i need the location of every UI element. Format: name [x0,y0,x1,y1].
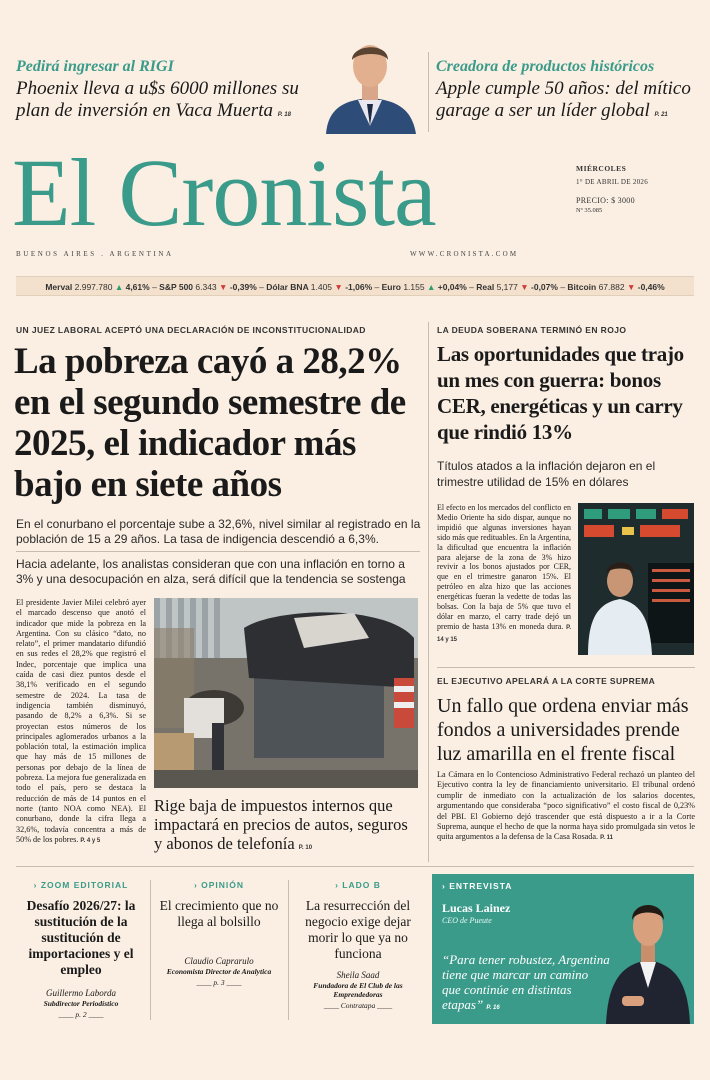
teaser-portrait [318,34,422,134]
ticker-change: -0,07% [528,282,558,292]
photo-story-page: P. 10 [298,845,313,851]
ticker-name: Euro [381,282,404,292]
opinion-3-page: Contratapa [340,1001,376,1010]
ticker-value: 5,177 [496,282,521,292]
arrow-down-icon: ▼ [626,282,636,292]
ticker-change: +0,04% [435,282,467,292]
interview-page: P. 16 [486,1005,500,1011]
opinion-column-1[interactable]: › ZOOM EDITORIAL Desafío 2026/27: la sustitución de la sustitución de importaciones y el empleo Guillermo Laborda Subdirector Periodístico ____ p. 2 ____ [16,880,146,1019]
opinion-column-3[interactable]: › LADO B La resurrección del negocio exige dejar morir lo que ya no funciona Sheila Saad Fundadora de El Club de las Emprendedoras ____ Contratapa ____ [294,880,422,1010]
opinion-2-title: El crecimiento que no llega al bolsillo [159,898,279,929]
arrow-up-icon: ▲ [114,282,124,292]
arrow-up-icon: ▲ [426,282,436,292]
main-deck-1: En el conurbano el porcentaje sube a 32,6%, nivel similar al registrado en la población de 15 a 29 años. La tasa de indigencia descendió a 6,3%. [16,517,421,546]
ticker-item [266,282,372,292]
ticker-value: 67.882 [598,282,627,292]
arrow-down-icon: ▼ [219,282,228,292]
teaser-right-title: Apple cumple 50 años: del mítico garage a ser un líder global [436,78,691,121]
opinion-1-author: Guillermo Laborda [46,988,116,998]
teaser-right[interactable] [436,58,696,126]
poverty-photo [154,598,418,788]
ticker-item [476,282,558,292]
opinion-2-tag: OPINIÓN [201,880,245,890]
main-body-page: P. 4 y 5 [80,837,101,844]
debt-body-page: P. 14 y 15 [437,624,571,643]
masthead-website[interactable]: WWW.CRONISTA.COM [410,250,519,258]
trader-photo [578,503,694,655]
masthead-meta [576,164,696,214]
ticker-item [159,282,257,292]
ticker-name: Dólar BNA [266,282,311,292]
opinion-3-role: Fundadora de El Club de las Emprendedoras [313,981,403,999]
main-kicker: UN JUEZ LABORAL ACEPTÓ UNA DECLARACIÓN DE INCONSTITUCIONALIDAD [16,325,366,335]
interview-role: CEO de Pueute [442,916,492,925]
arrow-down-icon: ▼ [520,282,529,292]
teaser-left-page: P. 18 [277,112,291,118]
ticker-change: -0,46% [635,282,665,292]
ticker-change: 4,61% [123,282,150,292]
opinion-3-title: La resurrección del negocio exige dejar morir lo que ya no funciona [305,898,411,961]
ticker-value: 2.997.780 [74,282,115,292]
court-body-page: P. 11 [600,835,613,842]
masthead-title: El Cronista [12,139,436,246]
ticker-change: -1,06% [342,282,373,292]
ticker-change: -0,39% [227,282,257,292]
teaser-left-kicker: Pedirá ingresar al RIGI [16,58,174,75]
interview-portrait [602,878,694,1024]
opinion-2-role: Economista Director de Analytica [166,967,272,976]
debt-body-text: El efecto en los mercados del conflicto en Medio Oriente ha sido dispar, aunque no impidió que algunas inversiones hayan sido más que redituables. En la Argentina, la dificultad que encuentra la inflación para alejarse de la zona de 3% hizo revivir a los bonos ajustados por CER, que en el trimestre ganaron 15%. El petróleo en alza hizo que las acciones energéticas fueran la vedette de todas las bolsas. Con la baja de 5% que tuvo el dólar en marzo, el carry trade dejó un premio de hasta 13% en moneda dura. [437,503,571,631]
court-body [437,770,695,844]
teaser-left-title: Phoenix lleva a u$s 6000 millones su plan de inversión en Vaca Muerta [16,78,299,121]
ticker-item [45,282,149,292]
opinion-column-2[interactable]: › OPINIÓN El crecimiento que no llega al bolsillo Claudio Caprarulo Economista Director de Analytica ____ p. 3 ____ [156,880,282,987]
main-body-text: El presidente Javier Milei celebró ayer el marcado descenso que anotó el indicador que mide la pobreza en la Argentina. Con su clásico “dato, no relato”, el primer mandatario difundió en sus redes el 28,2% que registró el Indec, porcentaje que implica una caída de casi diez puntos desde el 38,1% verificado en el segundo semestre de 2024. La tasa de indigencia también disminuyó, pasando de 8,2% a 6,3%. Si se proyectan estos números de los principales aglomerados urbanos a la población total, la estimación implica que hay más de 15 millones de personas por debajo de la línea de pobreza. La mejora fue generalizada en todo el país, pero se destaca la reducción de más de 14 puntos en el norte (tanto NOA como NEA). El conurbano, donde la cifra llega a 32,6%, todavía concentra a más de 50% de los pobres. [16,598,146,844]
market-ticker: Merval 2.997.780 ▲ 4,61% – S&P 500 6.343 ▼ -0,39% – Dólar BNA 1.405 ▼ -1,06% – Euro 1.155 ▲ +0,04% – Real 5,177 ▼ -0,07% – Bitcoin 67.882 ▼ -0,46% [16,276,694,296]
court-headline[interactable]: Un fallo que ordena enviar más fondos a universidades prende luz amarilla en el frente fiscal [437,695,689,765]
ticker-value: 1.405 [310,282,335,292]
photo-story[interactable] [154,796,420,858]
main-body [16,598,146,856]
opinion-2-author: Claudio Caprarulo [184,956,254,966]
debt-body [437,503,571,663]
ticker-name: Real [476,282,497,292]
interview-box[interactable]: › ENTREVISTA Lucas Lainez CEO de Pueute “Para tener robustez, Argentina tiene que marcar un camino que continúe en distintas etapas” P. 16 [432,874,694,1024]
court-body-text: La Cámara en lo Contencioso Administrativo Federal rechazó un planteo del Ejecutivo contra la ley de financiamiento universitario. El tribunal ordenó cumplir de inmediato con la actualización de los salarios docentes, argumentando que consideraba “poco significativo” el costo fiscal de 0,23% del PBI. El Gobierno dejó trascender que está dispuesto a ir a la Corte Suprema, aunque el hecho de que la norma haya sido promulgada sin vetos le quita argumentos a la defensa de la Casa Rosada. [437,770,695,842]
masthead-price: PRECIO: $ 3000 [576,196,635,205]
ticker-name: S&P 500 [159,282,196,292]
opinion-1-tag: ZOOM EDITORIAL [40,880,129,890]
opinion-3-author: Sheila Saad [336,970,380,980]
opinion-1-title: Desafío 2026/27: la sustitución de la sustitución de importaciones y el empleo [26,898,136,977]
debt-deck: Títulos atados a la inflación dejaron en el trimestre utilidad de 15% en dólares [437,459,656,489]
interview-name: Lucas Lainez [442,901,511,915]
opinion-2-page: p. 3 [213,978,225,987]
court-kicker: EL EJECUTIVO APELARÁ A LA CORTE SUPREMA [437,676,656,686]
debt-headline[interactable]: Las oportunidades que trajo un mes con guerra: bonos CER, energéticas y un carry que rindió 13% [437,342,684,444]
debt-kicker: LA DEUDA SOBERANA TERMINÓ EN ROJO [437,325,627,335]
opinion-3-tag: LADO B [342,880,381,890]
ticker-name: Bitcoin [567,282,599,292]
masthead-issue: Nº 35.085 [576,207,603,214]
ticker-item [382,282,467,292]
ticker-value: 1.155 [403,282,427,292]
interview-quote: “Para tener robustez, Argentina tiene que marcar un camino que continúe en distintas etapas” [442,952,610,1012]
masthead-day: MIÉRCOLES [576,164,627,173]
main-headline[interactable]: La pobreza cayó a 28,2% en el segundo semestre de 2025, el indicador más bajo en siete años [14,341,406,505]
ticker-item [567,282,664,292]
interview-tag: ENTREVISTA [449,881,513,891]
masthead-date: 1° DE ABRIL DE 2026 [576,178,649,186]
arrow-down-icon: ▼ [334,282,343,292]
main-deck-2: Hacia adelante, los analistas consideran que con una inflación en torno a 3% y una desocupación en alza, será difícil que la tendencia se sostenga [16,557,406,586]
teaser-left[interactable] [16,58,316,126]
teaser-right-kicker: Creadora de productos históricos [436,58,655,75]
ticker-name: Merval [45,282,75,292]
teaser-right-page: P. 21 [654,112,668,118]
opinion-1-page: p. 2 [75,1010,87,1019]
opinion-1-role: Subdirector Periodístico [43,999,119,1008]
photo-story-title: Rige baja de impuestos internos que impactará en precios de autos, seguros y abonos de telefonía [154,796,408,853]
ticker-value: 6.343 [195,282,220,292]
masthead-location: BUENOS AIRES . ARGENTINA [16,250,174,258]
